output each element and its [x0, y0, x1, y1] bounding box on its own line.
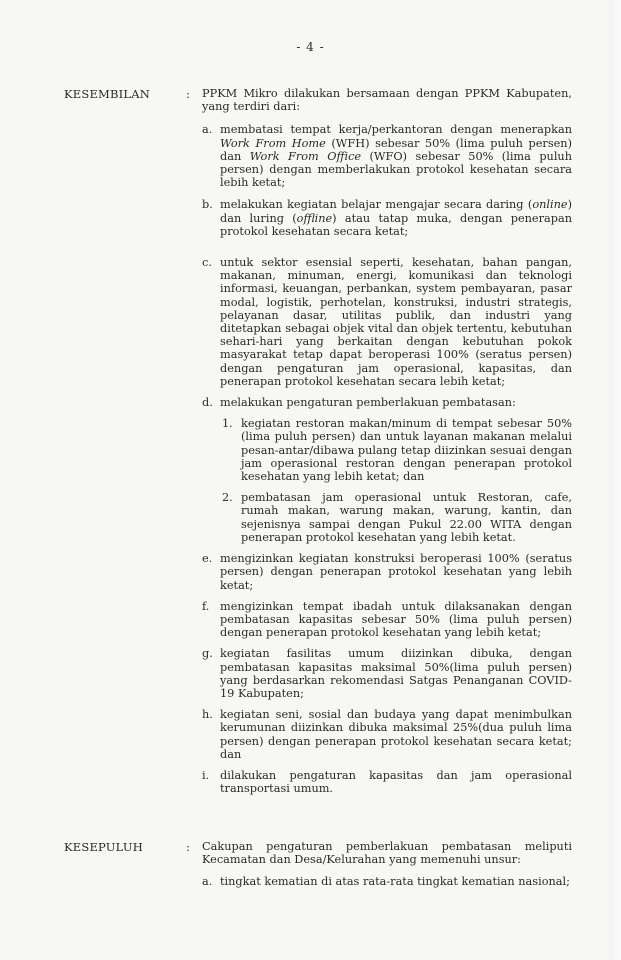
- item-text: membatasi tempat kerja/perkantoran dengan menerapkan Work From Home (WFH) sebesar 50% (lima puluh persen) dan Work From Office (WFO) sebesar 50% (lima puluh persen) dengan memberlakukan protokol kesehatan secara lebih ketat;: [220, 123, 572, 190]
- item-text: kegiatan seni, sosial dan budaya yang dapat menimbulkan kerumunan diizinkan dibuka maksimal 25%(dua puluh lima persen) dengan penerapan protokol kesehatan secara ketat; dan: [220, 708, 572, 761]
- sub-item-text: kegiatan restoran makan/minum di tempat sebesar 50%(lima puluh persen) dan untuk layanan makanan melalui pesan-antar/dibawa pulang tetap diizinkan sesuai dengan jam operasional restoran dengan penerapan protokol kesehatan yang lebih ketat; dan: [241, 417, 572, 484]
- item-text: mengizinkan kegiatan konstruksi beroperasi 100% (seratus persen) dengan penerapan protokol kesehatan yang lebih ketat;: [220, 552, 572, 592]
- section-intro: Cakupan pengaturan pemberlakuan pembatasan meliputi Kecamatan dan Desa/Kelurahan yang memenuhi unsur:: [202, 840, 572, 867]
- list-item-g: [202, 647, 572, 700]
- item-text: untuk sektor esensial seperti, kesehatan, bahan pangan, makanan, minuman, energi, komunikasi dan teknologi informasi, keuangan, perbankan, system pembayaran, pasar modal, logistik, perhotelan, konstruksi, industri strategis, pelayanan dasar, utilitas publik, dan industri yang ditetapkan sebagai objek vital dan objek tertentu, kebutuhan sehari-hari yang berkaitan dengan kebutuhan pokok masyarakat tetap dapat beroperasi 100% (seratus persen) dengan pengaturan jam operasional, kapasitas, dan penerapan protokol kesehatan secara lebih ketat;: [220, 256, 572, 388]
- section-intro: PPKM Mikro dilakukan bersamaan dengan PPKM Kabupaten, yang terdiri dari:: [202, 87, 572, 114]
- sub-item-1: [222, 417, 572, 483]
- list-item-i: [202, 769, 572, 795]
- item-text: kegiatan fasilitas umum diizinkan dibuka, dengan pembatasan kapasitas maksimal 50%(lima puluh persen) yang berdasarkan rekomendasi Satgas Penanganan COVID-19 Kabupaten;: [220, 647, 572, 700]
- item-marker: a.: [202, 875, 213, 889]
- sub-item-2: [222, 491, 572, 544]
- section-body: [202, 840, 572, 889]
- section-body: [202, 87, 572, 795]
- sub-item-text: pembatasan jam operasional untuk Restoran, cafe, rumah makan, warung makan, warung, kantin, dan sejenisnya sampai dengan Pukul 22.00 WITA dengan penerapan protokol kesehatan yang lebih ketat.: [241, 491, 572, 544]
- section-colon: :: [186, 840, 190, 854]
- item-text: mengizinkan tempat ibadah untuk dilaksanakan dengan pembatasan kapasitas sebesar 50% (lima puluh persen) dengan penerapan protokol kesehatan yang lebih ketat;: [220, 599, 572, 640]
- list-item-e: [202, 552, 572, 592]
- item-text: melakukan pengaturan pemberlakuan pembatasan:: [220, 396, 516, 410]
- item-marker: c.: [202, 256, 212, 270]
- list-item-a: [202, 875, 572, 888]
- page-number: - 4 -: [296, 40, 325, 54]
- item-marker: i.: [202, 768, 210, 782]
- item-text: dilakukan pengaturan kapasitas dan jam operasional transportasi umum.: [220, 768, 572, 796]
- sub-item-marker: 1.: [222, 417, 233, 431]
- list-item-b: [202, 198, 572, 238]
- item-marker: d.: [202, 396, 213, 410]
- item-marker: h.: [202, 708, 213, 722]
- list-item-a: [202, 123, 572, 189]
- item-marker: g.: [202, 647, 213, 661]
- section-label: KESEPULUH: [64, 840, 144, 854]
- item-marker: a.: [202, 123, 213, 137]
- sub-item-marker: 2.: [222, 491, 233, 505]
- page-edge: [609, 0, 621, 960]
- item-marker: e.: [202, 552, 213, 566]
- list-item-h: [202, 708, 572, 761]
- list-item-d: [202, 396, 572, 409]
- list-item-f: [202, 600, 572, 640]
- section-label: KESEMBILAN: [64, 87, 151, 101]
- item-text: melakukan kegiatan belajar mengajar secara daring (online) dan luring (offline) atau tatap muka, dengan penerapan protokol kesehatan secara ketat;: [220, 198, 572, 238]
- item-text: tingkat kematian di atas rata-rata tingkat kematian nasional;: [220, 875, 570, 889]
- item-marker: b.: [202, 198, 213, 212]
- item-marker: f.: [202, 599, 210, 613]
- section-colon: :: [186, 87, 190, 101]
- list-item-c: [202, 256, 572, 388]
